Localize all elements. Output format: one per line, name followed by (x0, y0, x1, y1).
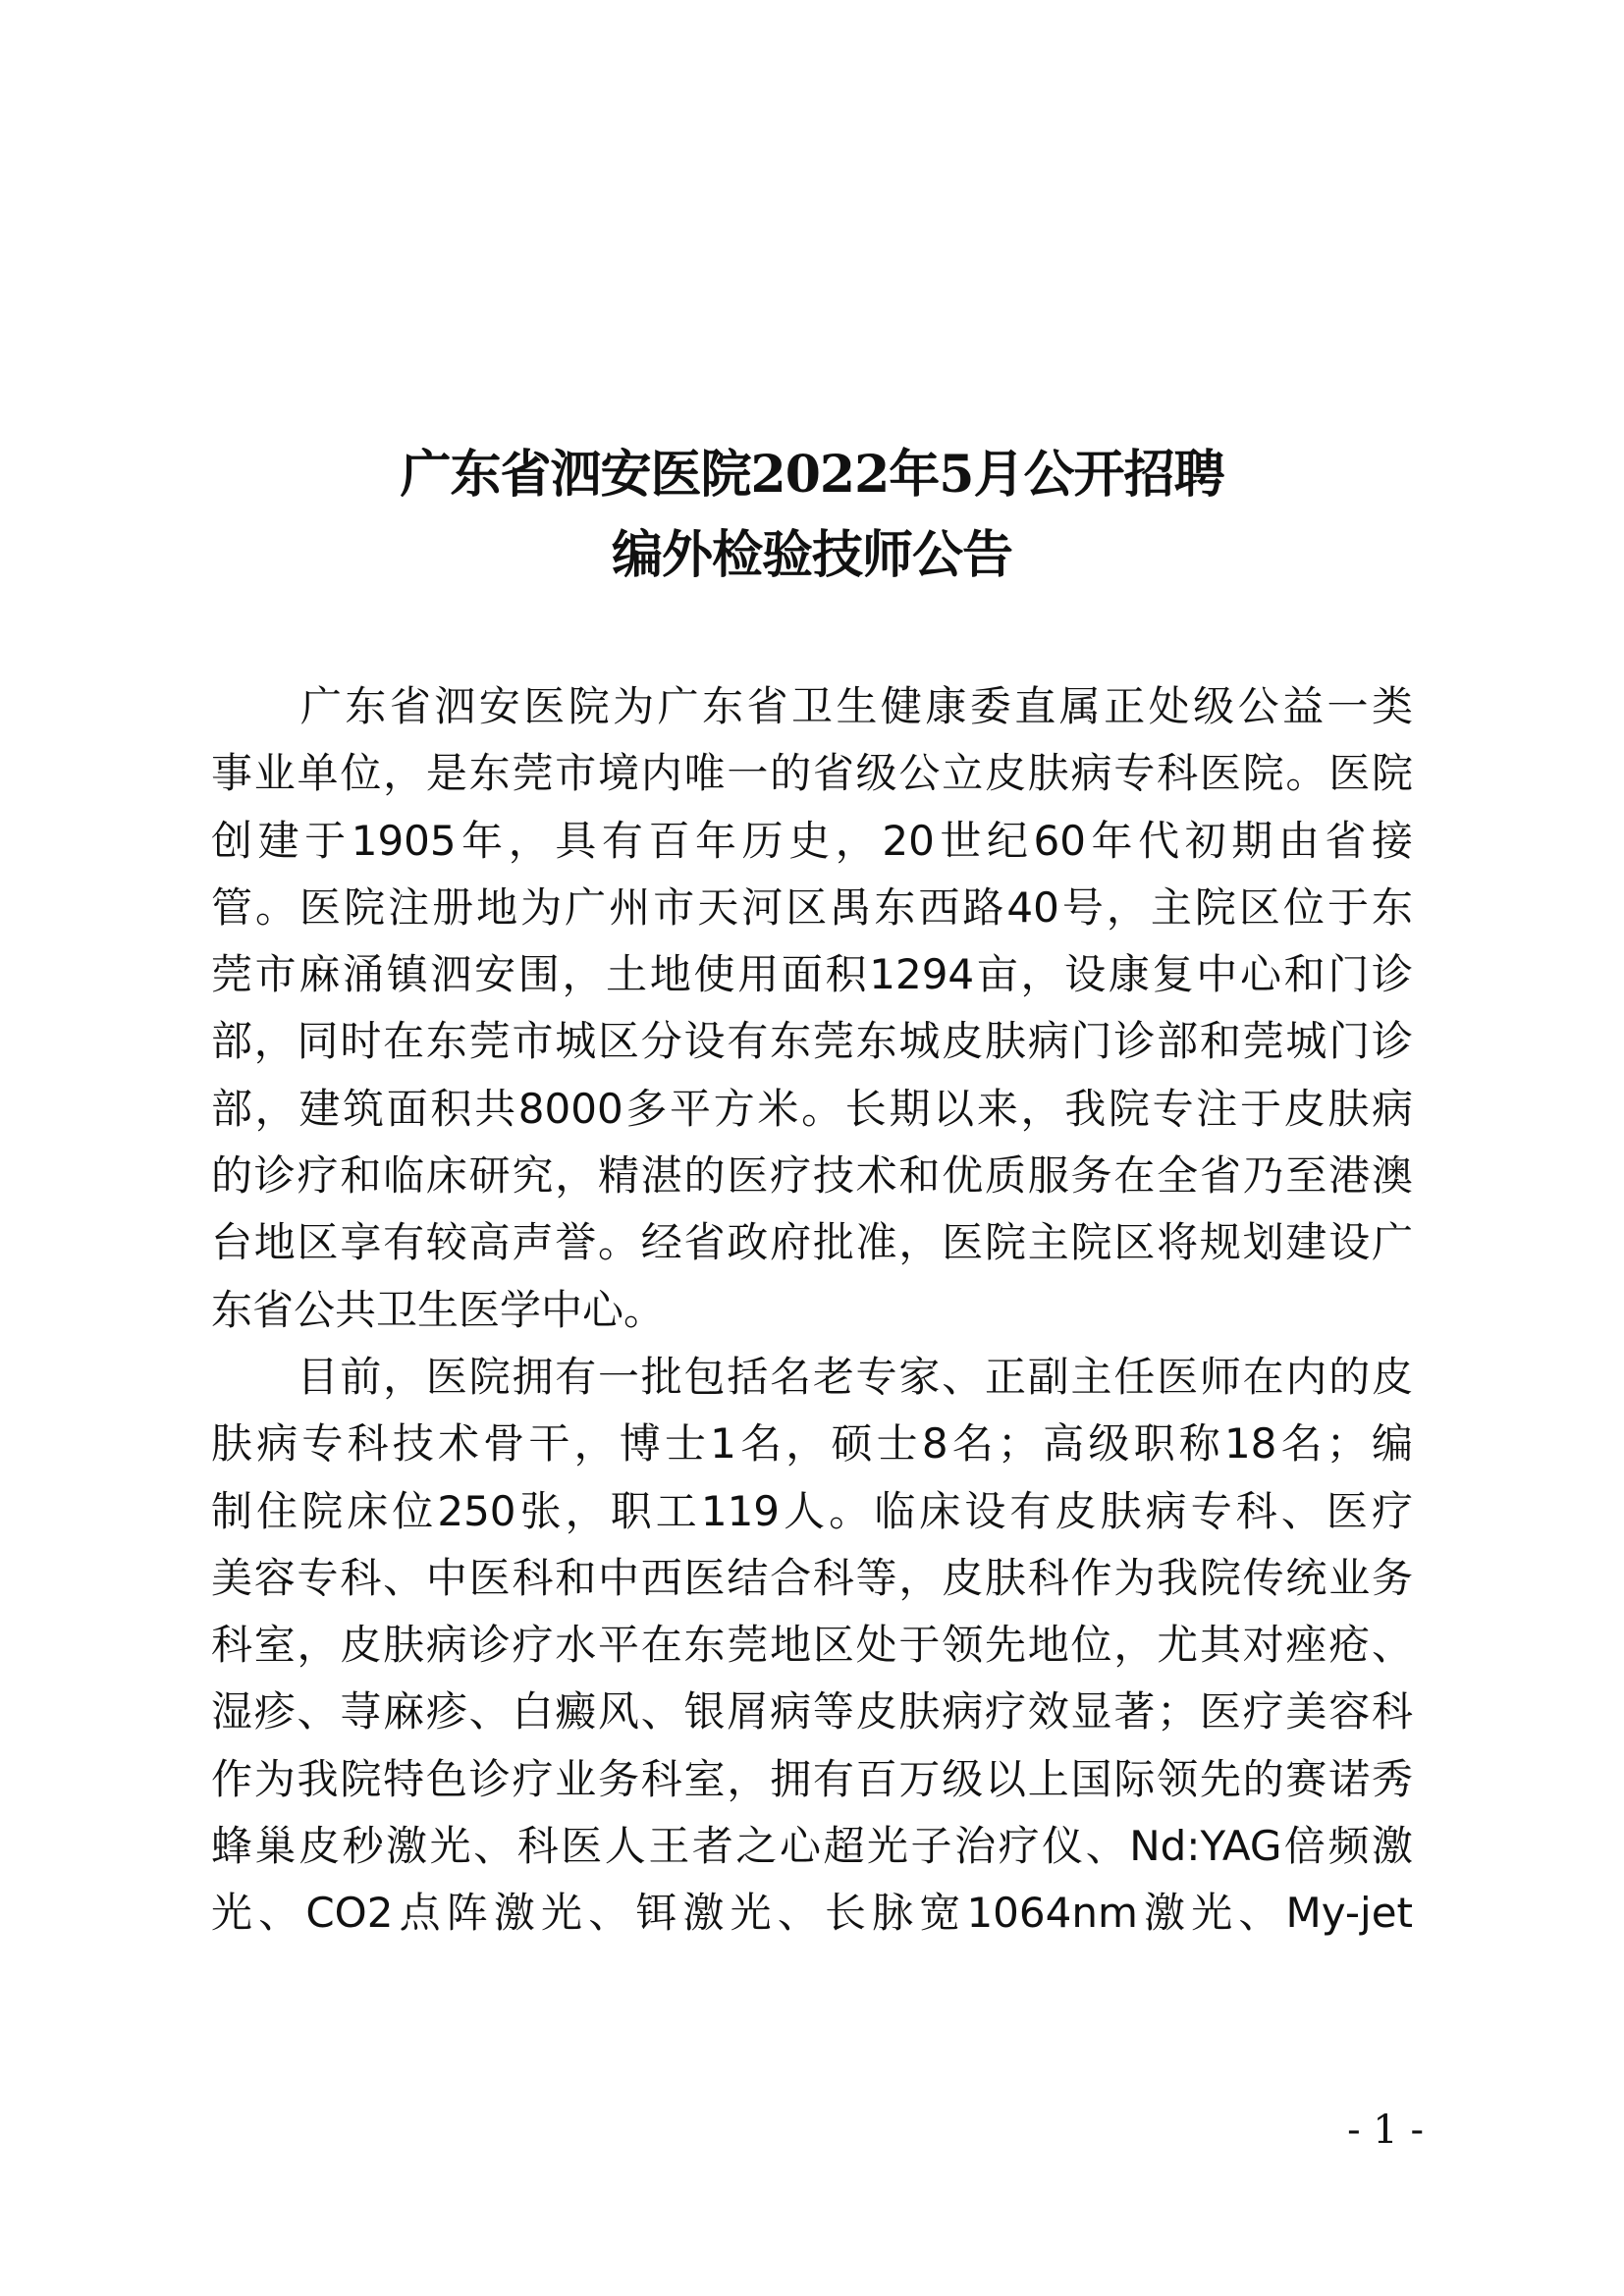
paragraph-2-line-1: 目前，医院拥有一批包括名老专家、正副主任医师在内的皮 (211, 1353, 1413, 1401)
paragraph-1-line-5: 莞市麻涌镇泗安围，土地使用面积1294亩，设康复中心和门诊 (211, 950, 1413, 998)
paragraph-1-line-6: 部，同时在东莞市城区分设有东莞东城皮肤病门诊部和莞城门诊 (211, 1017, 1413, 1065)
paragraph-1-line-10: 东省公共卫生医学中心。 (211, 1286, 666, 1334)
paragraph-2-line-5: 科室，皮肤病诊疗水平在东莞地区处于领先地位，尤其对痤疮、 (211, 1621, 1413, 1669)
paragraph-1-line-8: 的诊疗和临床研究，精湛的医疗技术和优质服务在全省乃至港澳 (211, 1151, 1413, 1200)
paragraph-2-line-2: 肤病专科技术骨干，博士1名，硕士8名；高级职称18名；编 (211, 1419, 1413, 1468)
paragraph-2-line-3: 制住院床位250张，职工119人。临床设有皮肤病专科、医疗 (211, 1487, 1413, 1535)
paragraph-2-line-8: 蜂巢皮秒激光、科医人王者之心超光子治疗仪、Nd:YAG倍频激 (211, 1822, 1413, 1870)
page-number: - 1 - (1347, 2108, 1424, 2153)
paragraph-2-line-7: 作为我院特色诊疗业务科室，拥有百万级以上国际领先的赛诺秀 (211, 1755, 1413, 1803)
paragraph-1-line-1: 广东省泗安医院为广东省卫生健康委直属正处级公益一类 (211, 682, 1413, 730)
paragraph-2-line-4: 美容专科、中医科和中西医结合科等，皮肤科作为我院传统业务 (211, 1554, 1413, 1602)
paragraph-1-line-3: 创建于1905年，具有百年历史，20世纪60年代初期由省接 (211, 817, 1413, 865)
paragraph-2-line-6: 湿疹、荨麻疹、白癜风、银屑病等皮肤病疗效显著；医疗美容科 (211, 1687, 1413, 1735)
paragraph-1-line-7: 部，建筑面积共8000多平方米。长期以来，我院专注于皮肤病 (211, 1085, 1413, 1133)
document-title-line-2: 编外检验技师公告 (611, 525, 1012, 585)
paragraph-1-line-4: 管。医院注册地为广州市天河区禺东西路40号，主院区位于东 (211, 883, 1413, 932)
paragraph-1-line-9: 台地区享有较高声誉。经省政府批准，医院主院区将规划建设广 (211, 1218, 1413, 1266)
paragraph-1-line-2: 事业单位，是东莞市境内唯一的省级公立皮肤病专科医院。医院 (211, 749, 1413, 797)
paragraph-2-line-9: 光、CO2点阵激光、铒激光、长脉宽1064nm激光、My-jet (211, 1889, 1413, 1937)
document-title-line-1: 广东省泗安医院2022年5月公开招聘 (400, 445, 1224, 505)
